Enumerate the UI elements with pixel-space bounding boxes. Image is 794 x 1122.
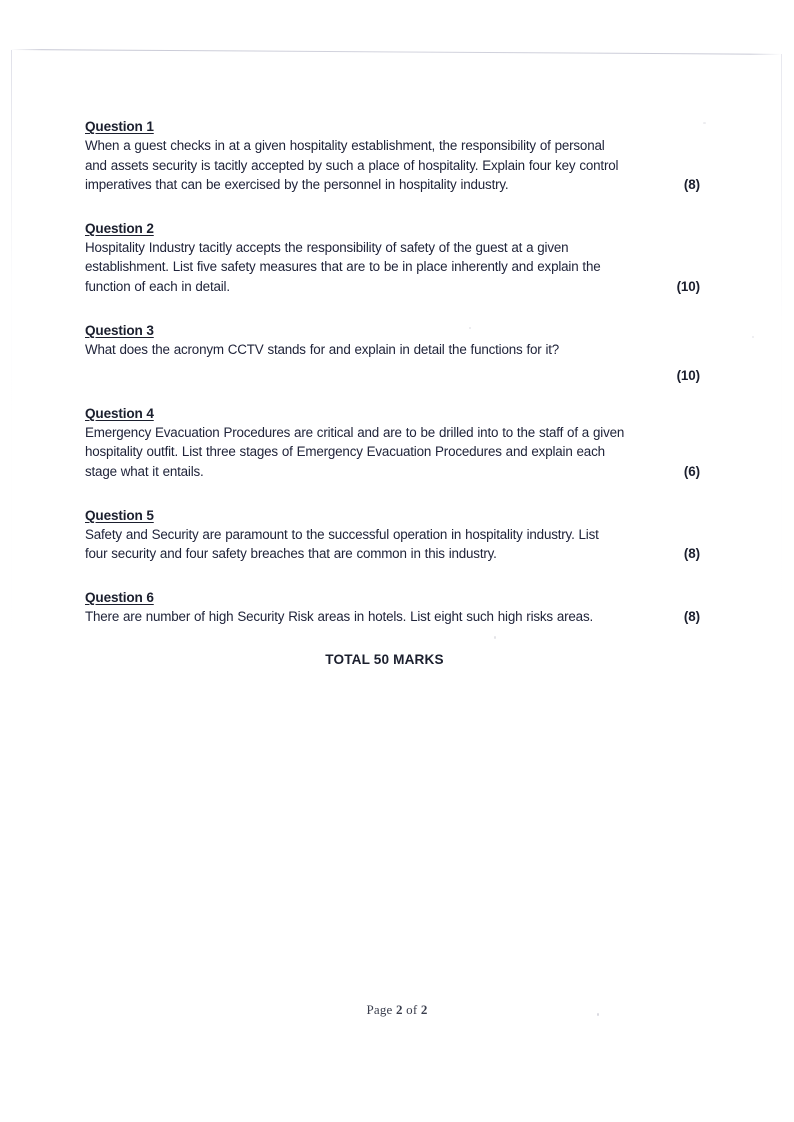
question-body-2 [85,238,700,297]
question-block-2 [85,220,700,297]
exam-questions-container [85,118,700,667]
footer-middle: of [402,1002,421,1017]
question-last-line-row [85,607,700,627]
scan-speck [703,122,706,124]
question-heading-4: Question 4 [85,405,154,421]
question-line: Hospitality Industry tacitly accepts the responsibility of safety of the guest at a given [85,239,569,255]
question-marks-5: (8) [683,546,700,562]
question-line: When a guest checks in at a given hospitality establishment, the responsibility of personal [85,138,605,153]
question-heading-1: Question 1 [85,119,154,134]
question-body-5 [85,525,700,564]
question-block-4 [85,405,700,482]
question-body-3 [85,340,700,386]
question-last-line-row [85,277,700,297]
spacer [85,303,700,322]
footer-prefix: Page [366,1002,396,1017]
question-line: stage what it entails. [85,463,204,479]
question-line: hospitality outfit. List three stages of Emergency Evacuation Procedures and explain each [85,444,605,460]
question-last-line-row [85,175,700,195]
question-line: There are number of high Security Risk areas in hotels. List eight such high risks areas. [85,608,593,624]
scan-edge-line-top [11,49,781,55]
question-marks-4: (6) [683,463,700,479]
question-marks-6: (8) [683,608,700,624]
question-line: Safety and Security are paramount to the successful operation in hospitality industry. List [85,526,599,542]
spacer [85,392,700,405]
footer-current-page: 2 [395,1002,403,1017]
question-marks-1: (8) [683,177,700,193]
question-body-1 [85,136,700,195]
question-block-6 [85,589,700,627]
scan-edge-line-right [781,54,782,1114]
question-heading-2: Question 2 [85,220,154,236]
question-last-line-row [85,462,700,482]
total-marks-line: TOTAL 50 MARKS [325,652,444,668]
question-line: and assets security is tacitly accepted by such a place of hospitality. Explain four key control [85,157,619,173]
question-marks-3: (10) [676,368,700,384]
question-block-3 [85,322,700,386]
question-body-6 [85,607,700,627]
question-line: function of each in detail. [85,278,230,294]
question-block-1 [85,118,700,195]
page-footer [0,1002,794,1018]
question-body-4 [85,423,700,482]
question-block-5 [85,507,700,564]
spacer [85,570,700,589]
question-marks-2: (10) [676,278,700,294]
question-heading-6: Question 6 [85,589,154,605]
question-line: Emergency Evacuation Procedures are critical and are to be drilled into to the staff of a given [85,424,625,440]
scan-edge-line-left [11,50,12,1120]
scan-speck [752,336,754,338]
question-line: four security and four safety breaches that are common in this industry. [85,546,497,562]
question-heading-3: Question 3 [85,322,154,338]
footer-total-pages: 2 [420,1002,428,1017]
question-last-line-row [85,544,700,564]
question-line: imperatives that can be exercised by the personnel in hospitality industry. [85,177,509,193]
spacer [85,201,700,220]
question-heading-5: Question 5 [85,507,154,523]
spacer [85,488,700,507]
question-line: What does the acronym CCTV stands for and explain in detail the functions for it? [85,341,560,357]
question-line: establishment. List five safety measures that are to be in place inherently and explain the [85,259,601,275]
